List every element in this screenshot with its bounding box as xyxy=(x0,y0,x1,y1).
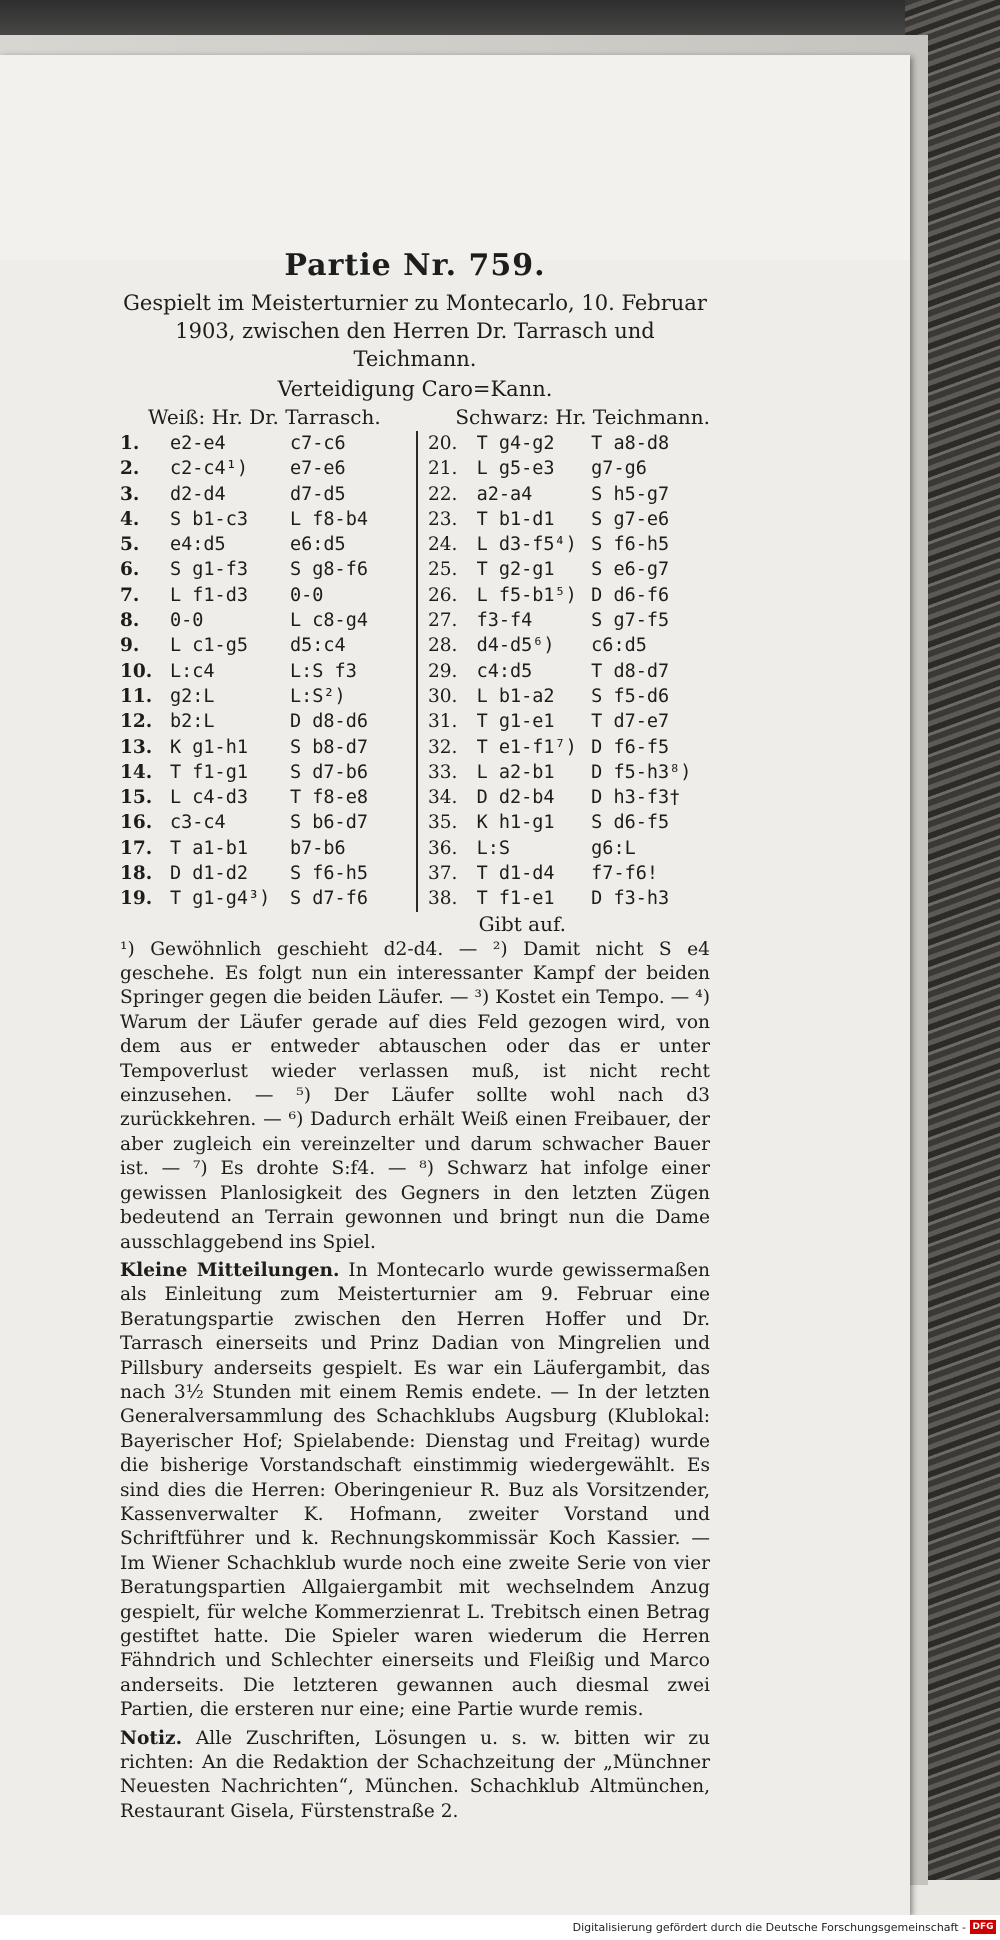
moves-column-left xyxy=(120,431,410,912)
black-move: D f5-h3⁸) xyxy=(591,761,692,783)
move-row xyxy=(120,659,410,684)
black-move: D h3-f3† xyxy=(591,787,681,809)
move-row xyxy=(428,608,698,633)
move-number: 2. xyxy=(120,458,140,480)
move-number: 4. xyxy=(120,508,140,530)
white-move: L c4-d3 xyxy=(170,787,248,809)
white-move: 0-0 xyxy=(170,610,204,632)
black-move: L:S²) xyxy=(290,685,346,707)
move-row xyxy=(120,507,410,532)
white-move: T g1-g4³) xyxy=(170,888,271,910)
white-move: L f5-b1⁵) xyxy=(476,584,577,606)
move-row xyxy=(428,633,698,658)
move-table xyxy=(120,431,710,912)
move-row xyxy=(428,684,698,709)
move-number: 26. xyxy=(428,584,458,606)
black-move: S f6-h5 xyxy=(290,863,368,885)
white-move: L g5-e3 xyxy=(476,458,555,480)
black-move: S b6-d7 xyxy=(290,812,368,834)
move-number: 34. xyxy=(428,787,458,809)
opening-name: Verteidigung Caro=Kann. xyxy=(277,377,553,401)
black-move: T a8-d8 xyxy=(591,433,670,454)
move-row xyxy=(120,482,410,507)
move-number: 11. xyxy=(120,685,153,707)
players-line xyxy=(120,403,710,431)
move-number: 33. xyxy=(428,761,458,783)
black-move: f7-f6! xyxy=(591,863,658,885)
resign-text: Gibt auf. xyxy=(478,911,566,936)
move-number: 19. xyxy=(120,888,153,910)
black-move: D f3-h3 xyxy=(591,888,670,910)
move-number: 25. xyxy=(428,559,458,581)
black-move: e7-e6 xyxy=(290,458,346,480)
game-intro: Gespielt im Meisterturnier zu Montecarlo, 10. Februar 1903, zwischen den Herren Dr. Tarrasch und Teichmann. xyxy=(123,291,707,371)
notiz xyxy=(120,1727,710,1825)
black-move: L f8-b4 xyxy=(290,508,368,530)
white-move: S g1-f3 xyxy=(170,559,248,581)
white-move: T e1-f1⁷) xyxy=(476,736,577,758)
move-row xyxy=(120,735,410,760)
move-number: 23. xyxy=(428,508,458,530)
move-row xyxy=(120,684,410,709)
black-move: T f8-e8 xyxy=(290,787,368,809)
dfg-logo: DFG xyxy=(970,1920,996,1934)
white-move: K h1-g1 xyxy=(476,812,555,834)
move-row xyxy=(120,861,410,886)
move-row xyxy=(428,760,698,785)
move-number: 18. xyxy=(120,863,153,885)
black-move: S b8-d7 xyxy=(290,736,368,758)
black-move: T d7-e7 xyxy=(591,711,670,733)
move-number: 9. xyxy=(120,635,140,657)
black-move: D f6-f5 xyxy=(591,736,670,758)
white-move: T f1-g1 xyxy=(170,761,248,783)
move-row xyxy=(428,785,698,810)
white-move: L a2-b1 xyxy=(476,761,555,783)
move-number: 30. xyxy=(428,685,458,707)
move-number: 14. xyxy=(120,761,153,783)
move-number: 29. xyxy=(428,660,458,682)
move-row xyxy=(120,886,410,911)
move-row xyxy=(428,583,698,608)
move-number: 17. xyxy=(120,837,153,859)
move-number: 1. xyxy=(120,433,140,454)
move-row xyxy=(428,557,698,582)
move-row xyxy=(120,583,410,608)
footnotes-text: ¹) Gewöhnlich geschieht d2-d4. — ²) Damit nicht S e4 geschehe. Es folgt nun ein interessanter Kampf der beiden Springer gegen die beiden Läufer. — ³) Kostet ein Tempo. — ⁴) Warum der Läufer gerade auf dies Feld gezogen wird, von dem aus er entweder abtauschen oder das er unter Tempoverlust wieder verlassen muß, ist nicht recht einzusehen. — ⁵) Der Läufer sollte wohl nach d3 zurückkehren. — ⁶) Dadurch erhält Weiß einen Freibauer, der aber zugleich ein vereinzelter und darum schwacher Bauer ist. — ⁷) Es drohte S:f4. — ⁸) Schwarz hat infolge einer gewissen Planlosigkeit des Gegners in den letzten Zügen bedeutend an Terrain gewonnen und bringt nun die Dame ausschlaggebend ins Spiel. xyxy=(120,938,710,1253)
move-row xyxy=(120,760,410,785)
black-move: g7-g6 xyxy=(591,458,647,480)
black-move: S g7-f5 xyxy=(591,610,670,632)
black-move: e6:d5 xyxy=(290,534,346,556)
move-row xyxy=(120,785,410,810)
book-cover-top xyxy=(0,0,1000,40)
game-title: Partie Nr. 759. xyxy=(284,248,546,283)
black-move: S g8-f6 xyxy=(290,559,368,581)
kleine-mitteilungen xyxy=(120,1259,710,1723)
move-number: 8. xyxy=(120,610,140,632)
white-move: T g1-e1 xyxy=(476,711,555,733)
white-move: T g4-g2 xyxy=(476,433,555,454)
move-row xyxy=(428,810,698,835)
move-number: 27. xyxy=(428,610,458,632)
white-move: L f1-d3 xyxy=(170,584,248,606)
section-text: Alle Zuschriften, Lösungen u. s. w. bitten wir zu richten: An die Redaktion der Schachzeitung der „Münchner Neuesten Nachrichten“, München. Schachklub Altmünchen, Restaurant Gisela, Fürstenstraße 2. xyxy=(120,1727,710,1822)
black-move: S f5-d6 xyxy=(591,685,670,707)
white-move: T f1-e1 xyxy=(476,888,555,910)
black-move: d7-d5 xyxy=(290,483,346,505)
move-row xyxy=(120,557,410,582)
white-move: c3-c4 xyxy=(170,812,226,834)
move-row xyxy=(428,659,698,684)
move-number: 5. xyxy=(120,534,140,556)
section-heading: Notiz. xyxy=(120,1727,183,1749)
move-row xyxy=(120,608,410,633)
move-number: 13. xyxy=(120,736,153,758)
move-row xyxy=(428,886,698,911)
move-row xyxy=(120,431,410,456)
move-row xyxy=(428,861,698,886)
black-move: c6:d5 xyxy=(591,635,647,657)
white-move: L b1-a2 xyxy=(476,685,555,707)
white-move: L:S xyxy=(476,837,510,859)
move-number: 12. xyxy=(120,711,153,733)
move-row xyxy=(120,709,410,734)
move-number: 20. xyxy=(428,433,458,454)
white-move: g2:L xyxy=(170,685,215,707)
black-move: g6:L xyxy=(591,837,636,859)
white-player: Weiß: Hr. Dr. Tarrasch. xyxy=(148,405,381,429)
section-text: In Montecarlo wurde gewissermaßen als Einleitung zum Meisterturnier am 9. Februar eine Beratungspartie zwischen den Herren Hoffer und Dr. Tarrasch einerseits und Prinz Dadian von Mingrelien und Pillsbury anderseits gespielt. Es war ein Läufergambit, das nach 3½ Stunden mit einem Remis endete. — In der letzten Generalversammlung des Schachklubs Augsburg (Klublokal: Bayerischer Hof; Spielabende: Dienstag und Freitag) wurde die bisherige Vorstandschaft einstimmig wiedergewählt. Es sind dies die Herren: Oberingenieur R. Buz als Vorsitzender, Kassenverwalter K. Hofmann, zweiter Vorstand und Schriftführer und k. Rechnungskommissär Koch Kassier. — Im Wiener Schachklub wurde noch eine zweite Serie von vier Beratungspartien Allgaiergambit mit wechselndem Anzug gespielt, für welche Kommerzienrat L. Trebitsch einen Betrag gestiftet hatte. Die Spieler waren wiederum die Herren Fähndrich und Schlechter einerseits und Fleißig und Marco anderseits. Die letzteren gewannen auch diesmal zwei Partien, die ersteren nur eine; eine Partie wurde remis. xyxy=(120,1259,710,1721)
move-number: 38. xyxy=(428,888,458,910)
black-move: L c8-g4 xyxy=(290,610,368,632)
digitization-footer xyxy=(0,1915,1000,1940)
move-number: 22. xyxy=(428,483,458,505)
black-move: T d8-d7 xyxy=(591,660,670,682)
moves-column-right xyxy=(416,431,698,912)
move-row xyxy=(428,456,698,481)
white-move: b2:L xyxy=(170,711,215,733)
black-move: S d7-b6 xyxy=(290,761,368,783)
white-move: D d2-b4 xyxy=(476,787,555,809)
black-move: S d6-f5 xyxy=(591,812,670,834)
white-move: c4:d5 xyxy=(476,660,533,682)
black-move: S h5-g7 xyxy=(591,483,670,505)
move-number: 36. xyxy=(428,837,458,859)
white-move: a2-a4 xyxy=(476,483,533,505)
white-move: L c1-g5 xyxy=(170,635,248,657)
move-row xyxy=(428,836,698,861)
move-row xyxy=(120,836,410,861)
white-move: T g2-g1 xyxy=(476,559,555,581)
move-number: 35. xyxy=(428,812,458,834)
white-move: T b1-d1 xyxy=(476,508,555,530)
white-move: L:c4 xyxy=(170,660,215,682)
white-move: S b1-c3 xyxy=(170,508,248,530)
move-number: 31. xyxy=(428,711,458,733)
move-number: 16. xyxy=(120,812,153,834)
move-number: 6. xyxy=(120,559,140,581)
section-heading: Kleine Mitteilungen. xyxy=(120,1259,340,1281)
black-move: 0-0 xyxy=(290,584,324,606)
move-number: 7. xyxy=(120,584,140,606)
move-number: 24. xyxy=(428,534,458,556)
move-row xyxy=(120,633,410,658)
move-number: 21. xyxy=(428,458,458,480)
move-row xyxy=(120,456,410,481)
white-move: D d1-d2 xyxy=(170,863,248,885)
black-move: S e6-g7 xyxy=(591,559,670,581)
black-move: d5:c4 xyxy=(290,635,346,657)
black-move: S f6-h5 xyxy=(591,534,670,556)
move-row xyxy=(120,532,410,557)
move-number: 32. xyxy=(428,736,458,758)
black-move: D d6-f6 xyxy=(591,584,670,606)
black-move: D d8-d6 xyxy=(290,711,368,733)
white-move: d4-d5⁶) xyxy=(476,635,555,657)
move-row xyxy=(428,532,698,557)
white-move: f3-f4 xyxy=(476,610,533,632)
move-number: 10. xyxy=(120,660,153,682)
black-move: b7-b6 xyxy=(290,837,346,859)
white-move: K g1-h1 xyxy=(170,736,248,758)
move-number: 3. xyxy=(120,483,140,505)
footnotes xyxy=(120,938,710,1255)
black-player: Schwarz: Hr. Teichmann. xyxy=(455,405,710,429)
white-move: d2-d4 xyxy=(170,483,226,505)
white-move: T a1-b1 xyxy=(170,837,248,859)
black-move: L:S f3 xyxy=(290,660,357,682)
black-move: S g7-e6 xyxy=(591,508,670,530)
move-row xyxy=(428,482,698,507)
move-row xyxy=(428,709,698,734)
footer-text: Digitalisierung gefördert durch die Deutsche Forschungsgemeinschaft - xyxy=(572,1921,966,1934)
page-content xyxy=(120,190,710,1822)
move-row xyxy=(120,810,410,835)
white-move: c2-c4¹) xyxy=(170,458,248,480)
move-number: 37. xyxy=(428,863,458,885)
move-row xyxy=(428,507,698,532)
black-move: S d7-f6 xyxy=(290,888,368,910)
white-move: e4:d5 xyxy=(170,534,226,556)
move-row xyxy=(428,735,698,760)
white-move: e2-e4 xyxy=(170,433,226,454)
white-move: L d3-f5⁴) xyxy=(476,534,577,556)
move-number: 15. xyxy=(120,787,153,809)
black-move: c7-c6 xyxy=(290,433,346,454)
move-number: 28. xyxy=(428,635,458,657)
move-row xyxy=(428,431,698,456)
white-move: T d1-d4 xyxy=(476,863,555,885)
